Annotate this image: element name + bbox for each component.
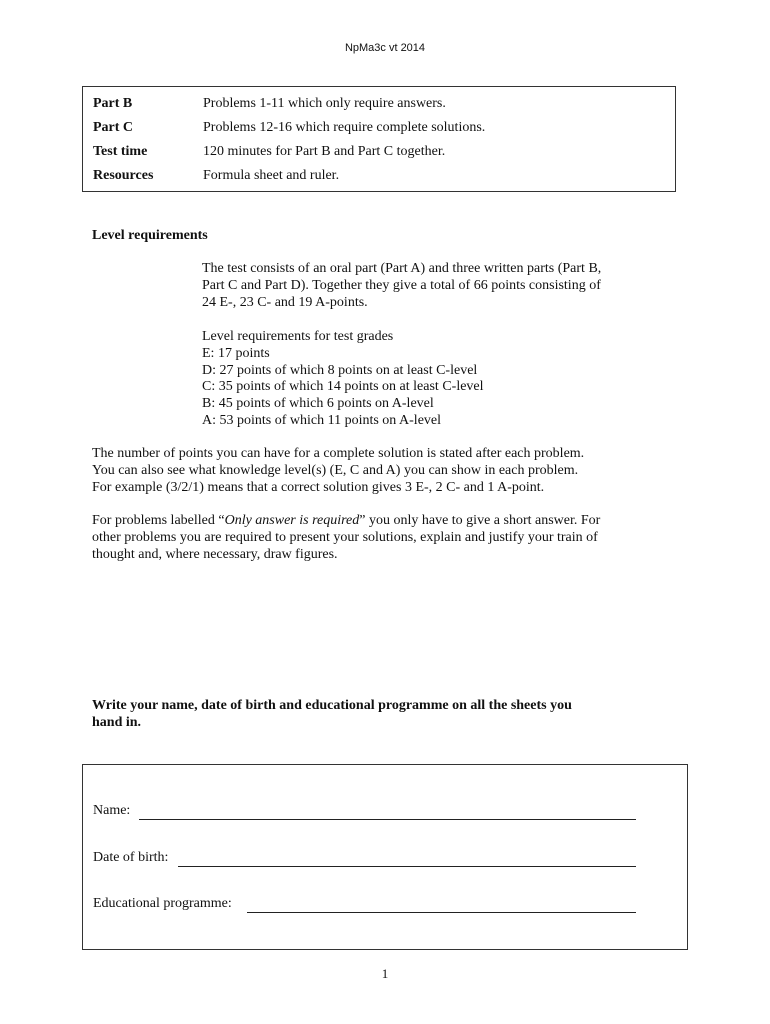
name-label: Name: (93, 803, 131, 818)
info-label: Resources (93, 168, 154, 183)
dob-row (93, 849, 168, 867)
grade-requirements-list (202, 329, 672, 430)
text-fragment: ” you only have to give a short answer. For (359, 513, 601, 528)
text-line (92, 513, 672, 530)
grade-item-c: C: 35 points of which 14 points on at least C-level (202, 379, 484, 395)
text-line: The number of points you can have for a complete solution is stated after each problem. (92, 446, 585, 461)
grade-item-b: B: 45 points of which 6 points on A-level (202, 396, 434, 412)
text-fragment: For problems labelled “ (92, 513, 225, 528)
text-line: other problems you are required to present your solutions, explain and justify your train of (92, 529, 598, 545)
info-value: 120 minutes for Part B and Part C together. (203, 144, 446, 159)
text-line: For example (3/2/1) means that a correct solution gives 3 E-, 2 C- and 1 A-point. (92, 479, 545, 495)
info-label: Test time (93, 144, 148, 159)
programme-row (93, 895, 232, 913)
text-line: The test consists of an oral part (Part A) and three written parts (Part B, (202, 261, 602, 276)
answer-paragraph (92, 513, 672, 563)
page-number: 1 (381, 966, 389, 981)
date-of-birth-field[interactable] (178, 866, 636, 867)
text-line: Part C and Part D). Together they give a total of 66 points consisting of (202, 277, 601, 293)
sheet-instruction (92, 697, 652, 731)
educational-programme-field[interactable] (247, 912, 636, 913)
info-value: Problems 1-11 which only require answers. (203, 96, 446, 111)
programme-label: Educational programme: (93, 896, 232, 911)
name-row (93, 802, 130, 820)
grades-heading: Level requirements for test grades (202, 329, 394, 344)
grade-item-d: D: 27 points of which 8 points on at least C-level (202, 362, 478, 378)
info-value: Formula sheet and ruler. (203, 168, 340, 183)
text-line: 24 E-, 23 C- and 19 A-points. (202, 294, 368, 310)
name-field[interactable] (139, 819, 636, 820)
test-structure-paragraph (202, 261, 672, 311)
info-label: Part C (93, 120, 134, 135)
student-details-box (82, 764, 688, 950)
info-label: Part B (93, 96, 133, 111)
document-header: NpMa3c vt 2014 (344, 42, 426, 54)
text-line: Write your name, date of birth and educational programme on all the sheets you (92, 698, 572, 713)
grade-item-a: A: 53 points of which 11 points on A-level (202, 412, 442, 428)
text-line: hand in. (92, 715, 142, 730)
level-requirements-title: Level requirements (92, 228, 208, 243)
points-paragraph (92, 446, 672, 496)
dob-label: Date of birth: (93, 850, 169, 865)
grade-item-e: E: 17 points (202, 345, 270, 361)
text-line: thought and, where necessary, draw figures. (92, 546, 338, 562)
text-line: You can also see what knowledge level(s) (E, C and A) you can show in each problem. (92, 462, 579, 478)
test-info-box (82, 86, 676, 192)
italic-phrase: Only answer is required (224, 513, 360, 528)
info-value: Problems 12-16 which require complete solutions. (203, 120, 486, 135)
